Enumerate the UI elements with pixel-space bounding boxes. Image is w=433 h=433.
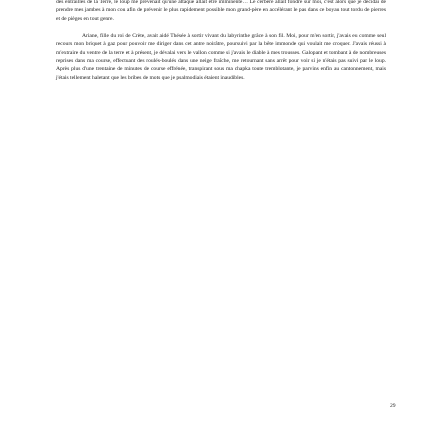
body-text — [56, 0, 386, 82]
paragraph-1: des entrailles de la Terre, le loup me prévenait qu'une attaque allait être imminente… Le cerbère allait fondre sur moi, c'est alors que je décidai de prendre mes jambes à mon cou afin de prévenir le plus rapidement possible mon grand-père en accélérant le pas dans ce boyau tout tordu de pierres et de pièges en tout genre. — [56, 0, 386, 22]
paragraph-2: Ariane, fille du roi de Crète, avait aidé Thésée à sortir vivant du labyrinthe grâce à son fil. Moi, pour m'en sortir, j'avais eu comme seul recours mon briquet à gaz pour pouvoir me diriger dans cet antre noirâtre, poursuivi par la bête immonde qui voulait me croquer. J'avais réussi à m'extraire du ventre de la terre et à présent, je dévalai vers le vallon comme si j'avais le diable à mes trousses. Galopant et tombant à de nombreuses reprises dans ma course, effectuant des roulés-boulés dans une neige fraîche, me retournant sans arrêt pour voir si je n'étais pas suivi par le loup. Après plus d'une trentaine de minutes de course effrénée, transpirant sous ma chapka toute tremblotante, je parvins enfin au cantonnement, mais j'étais tellement haletant que les bribes de mots que je psalmodiais étaient inaudibles. — [56, 33, 386, 81]
page-number: 29 — [390, 403, 396, 409]
